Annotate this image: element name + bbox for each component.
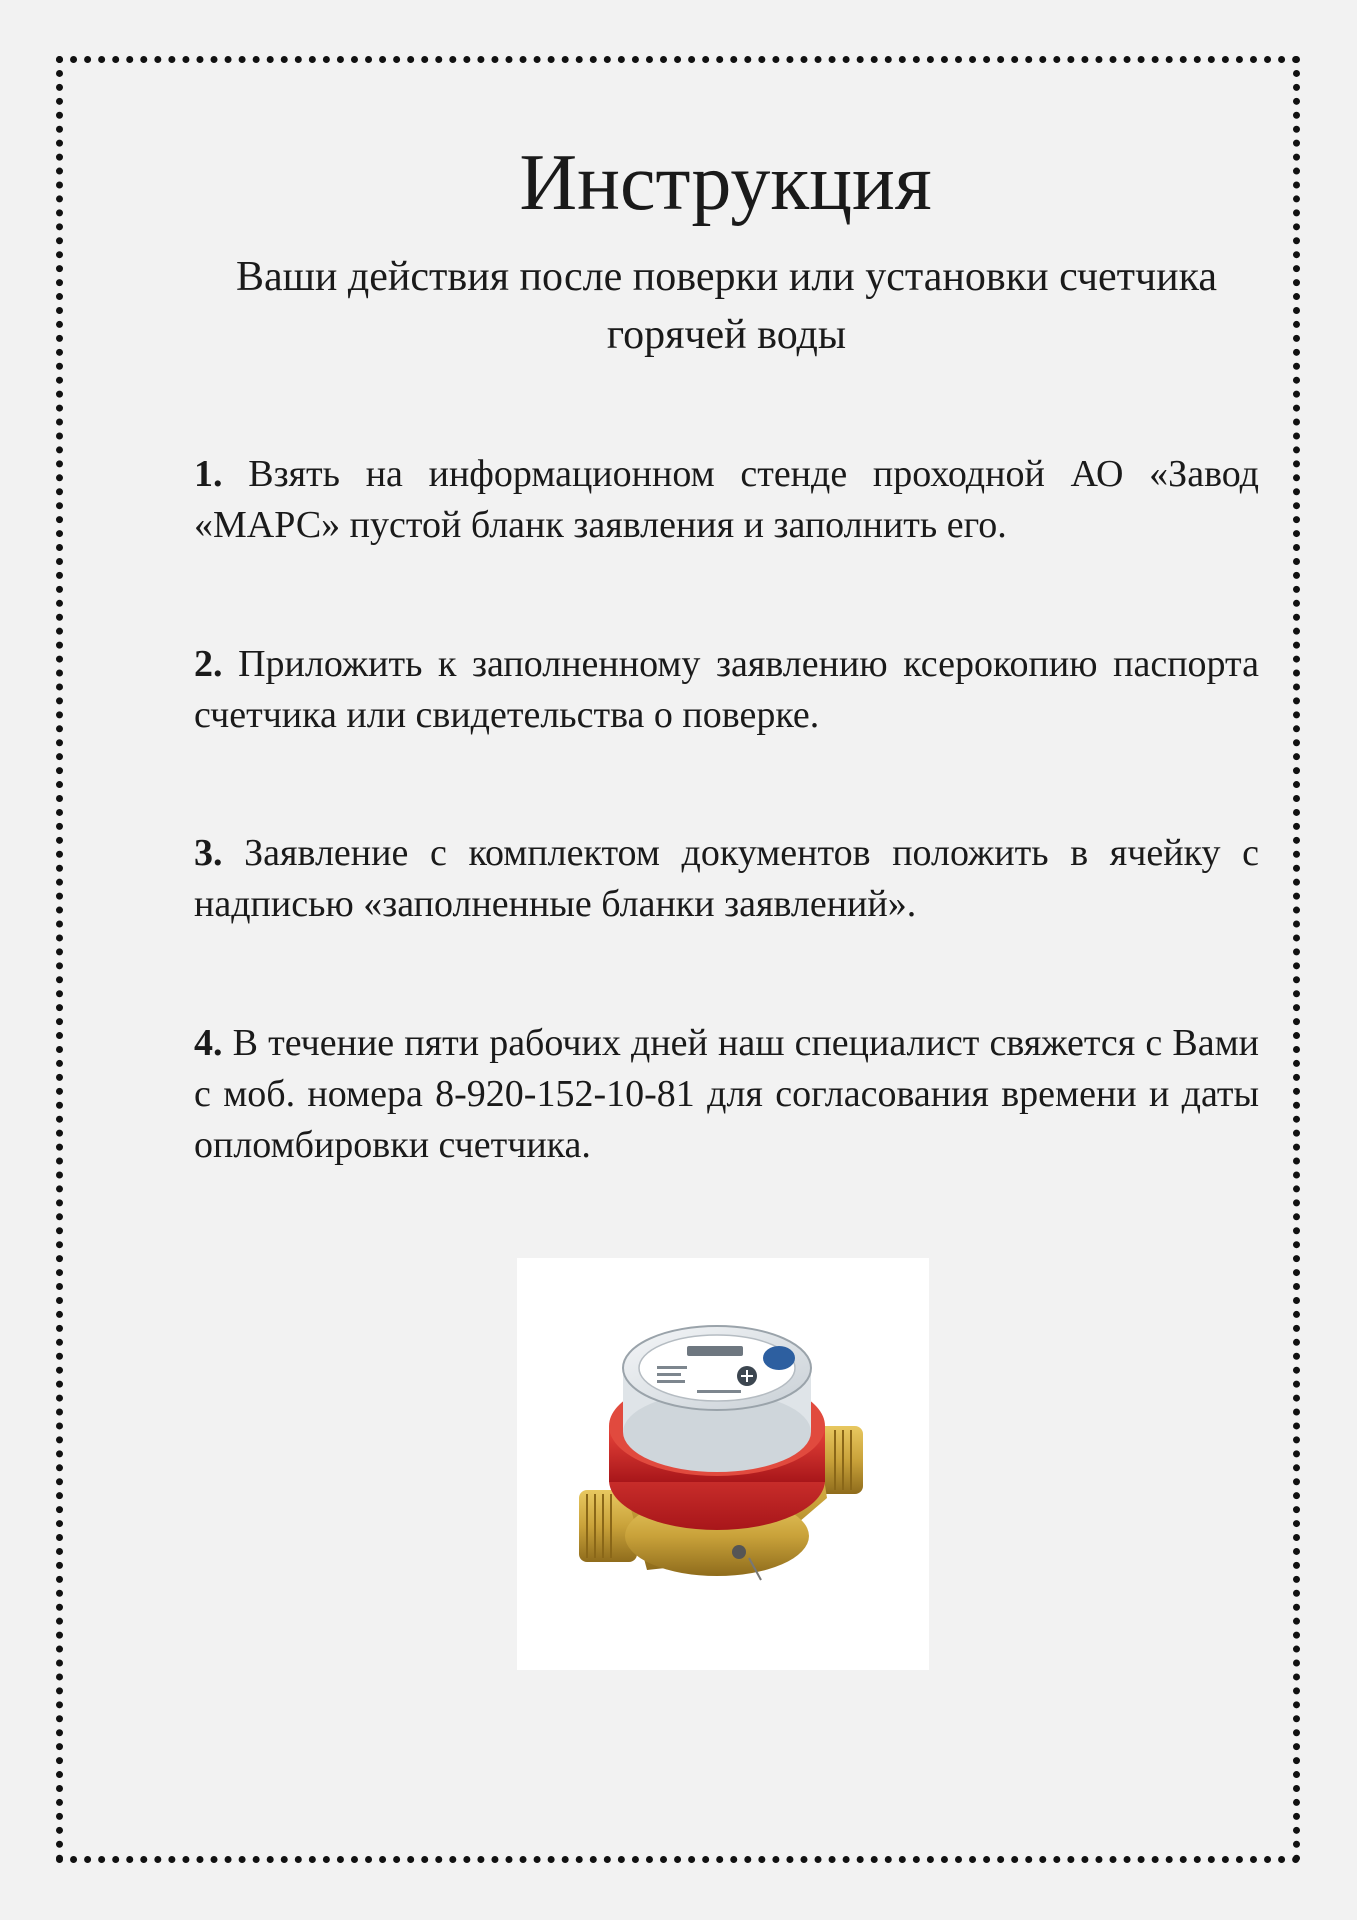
step-text: Взять на информационном стенде проходной АО «Завод «МАРС» пустой бланк заявления и заполнить его. — [194, 453, 1260, 546]
page-subtitle: Ваши действия после поверки или установки счетчика горячей воды — [235, 254, 1218, 358]
step-text: Заявление с комплектом документов положить в ячейку с надписью «заполненные бланки заявлений». — [194, 832, 1259, 925]
step-number: 3. — [194, 832, 223, 874]
instruction-step-3 — [194, 828, 1259, 930]
page-title: Инструкция — [519, 139, 932, 227]
step-text: В течение пяти рабочих дней наш специалист свяжется с Вами с моб. номера 8-920-152-10-81 для согласования времени и даты опломбировки счетчика. — [194, 1022, 1260, 1166]
step-number: 1. — [194, 453, 223, 495]
water-meter-icon — [517, 1258, 929, 1670]
step-number: 2. — [194, 643, 223, 685]
water-meter-photo — [517, 1258, 929, 1670]
step-number: 4. — [194, 1022, 223, 1064]
instruction-step-4 — [194, 1018, 1259, 1171]
instruction-step-1 — [194, 449, 1259, 551]
step-text: Приложить к заполненному заявлению ксерокопию паспорта счетчика или свидетельства о поверке. — [194, 643, 1259, 736]
instruction-step-2 — [194, 639, 1259, 741]
